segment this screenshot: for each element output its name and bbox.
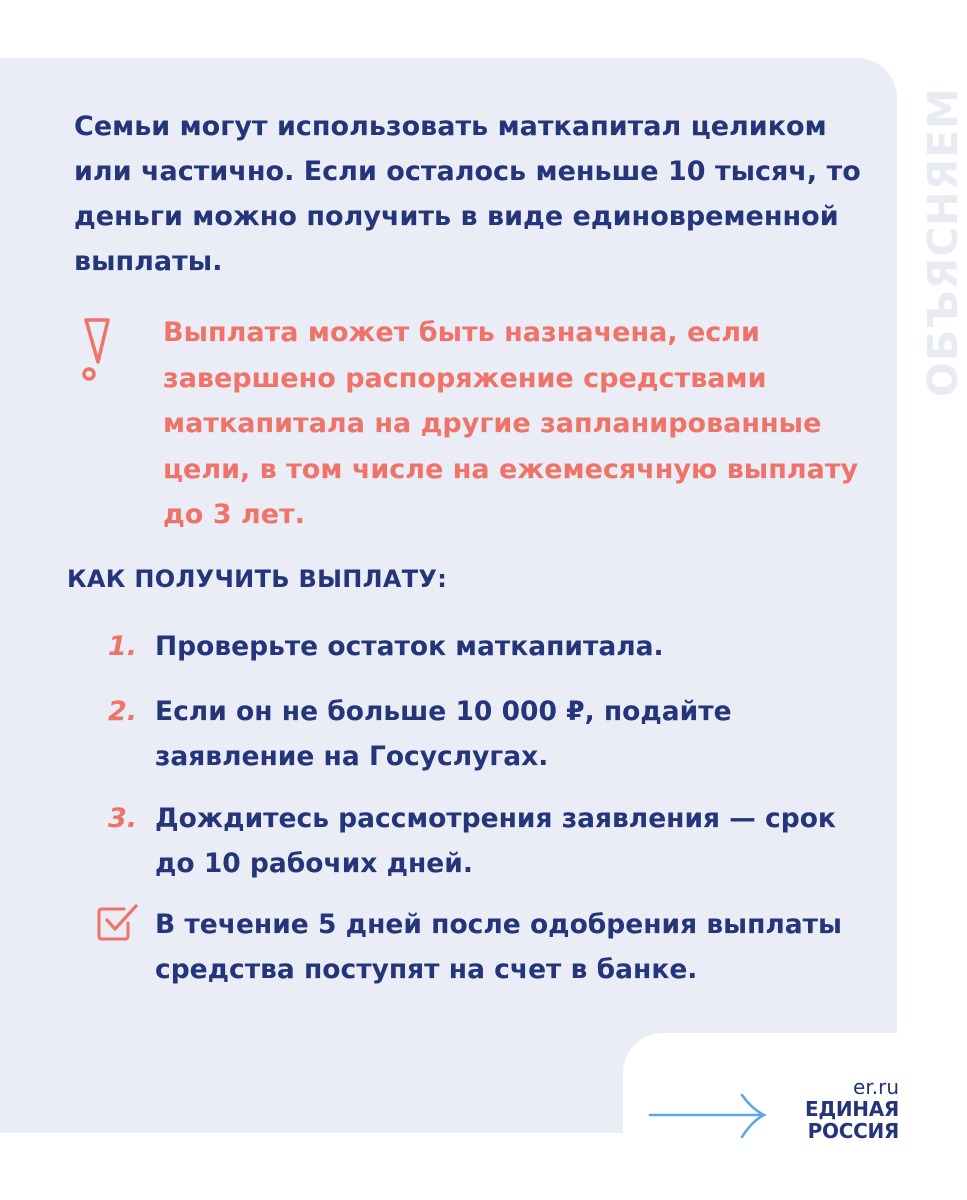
final-note-text: В течение 5 дней после одобрения выплаты средства поступят на счет в банке. (155, 909, 843, 985)
step-number: 2. (108, 696, 138, 727)
intro-paragraph: Семьи могут использовать маткапитал целиком или частично. Если осталось меньше 10 тысяч, то деньги можно получить в виде единовременной выплаты. (74, 111, 861, 277)
brand-url: er.ru (853, 1075, 899, 1099)
how-to-heading: КАК ПОЛУЧИТЬ ВЫПЛАТУ: (67, 565, 448, 593)
step-number: 3. (108, 803, 138, 834)
brand-name-line-1: ЕДИНАЯ (804, 1097, 899, 1121)
checkbox-checked-icon (96, 903, 140, 943)
warning-paragraph: Выплата может быть назначена, если завершено распоряжение средствами маткапитала на другие запланированные цели, в том числе на ежемесячную выплату до 3 лет. (163, 317, 859, 530)
brand-name-line-2: РОССИЯ (807, 1119, 899, 1143)
step-text: Если он не больше 10 000 ₽, подайте заявление на Госуслугах. (155, 696, 732, 772)
exclamation-icon (76, 318, 112, 382)
arrow-right-icon (648, 1093, 770, 1143)
brand-logo (805, 1076, 899, 1142)
step-number: 1. (108, 631, 138, 662)
step-text: Дождитесь рассмотрения заявления — срок до 10 рабочих дней. (155, 803, 836, 879)
side-label-text: ОБЪЯСНЯЕМ (918, 87, 967, 397)
step-text: Проверьте остаток маткапитала. (155, 631, 664, 662)
side-label (920, 62, 965, 422)
